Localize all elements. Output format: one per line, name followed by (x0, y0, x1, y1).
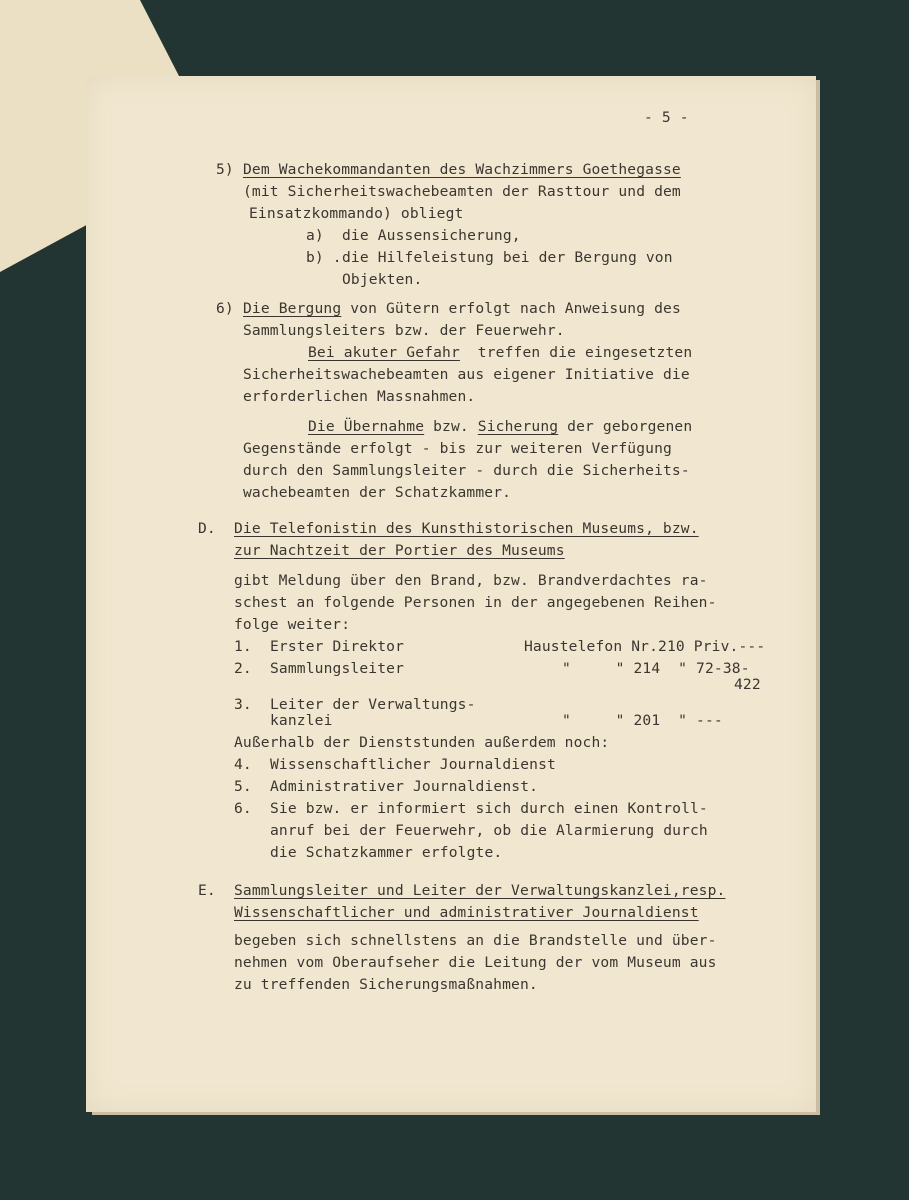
item5-line2: (mit Sicherheitswachebeamten der Rasttour und dem (243, 183, 681, 200)
item6-sicherung-underlined: Sicherung (477, 418, 559, 435)
item6-line6-mid: bzw. (424, 418, 478, 435)
item5-number: 5) (216, 161, 234, 178)
contact-6-number: 6. (234, 800, 252, 817)
contact-4-text: Wissenschaftlicher Journaldienst (270, 756, 556, 773)
item6-line1-rest: von Gütern erfolgt nach Anweisung des (341, 300, 681, 317)
contact-1-number: 1. (234, 638, 252, 655)
item6-uebernahme-underlined: Die Übernahme (308, 418, 425, 435)
contact-3-number: 3. (234, 696, 252, 713)
sectionE-para1: begeben sich schnellstens an die Brandstelle und über- (234, 932, 717, 949)
contact-3-phone: " " 201 " --- (562, 712, 723, 729)
item6-line5: erforderlichen Massnahmen. (243, 388, 476, 405)
item6-line7: Gegenstände erfolgt - bis zur weiteren Verfügung (243, 440, 672, 457)
item6-line8: durch den Sammlungsleiter - durch die Sicherheits- (243, 462, 690, 479)
item6-line6-rest: der geborgenen (558, 418, 693, 435)
contact-2-number: 2. (234, 660, 252, 677)
item5-a-text: die Aussensicherung, (342, 227, 521, 244)
sectionE-para2: nehmen vom Oberaufseher die Leitung der vom Museum aus (234, 954, 717, 971)
item6-line1 (243, 298, 681, 320)
contact-3-name: Leiter der Verwaltungs- (270, 696, 476, 713)
item6-number: 6) (216, 300, 234, 317)
item5-line3: Einsatzkommando) obliegt (249, 205, 464, 222)
contact-1-phone: Haustelefon Nr.210 Priv.--- (524, 638, 766, 655)
sectionE-heading2: Wissenschaftlicher und administrativer Journaldienst (234, 904, 699, 921)
contact-6-text: Sie bzw. er informiert sich durch einen Kontroll- (270, 800, 708, 817)
contact-4-number: 4. (234, 756, 252, 773)
item6-line9: wachebeamten der Schatzkammer. (243, 484, 512, 501)
item5-b-text: die Hilfeleistung bei der Bergung von (342, 249, 673, 266)
sectionE-para3: zu treffenden Sicherungsmaßnahmen. (234, 976, 538, 993)
item6-bergung-underlined: Die Bergung (243, 300, 342, 317)
sectionD-para3: folge weiter: (234, 616, 351, 633)
item5-b-label: b) . (306, 249, 342, 266)
contact-2-phone-cont: 422 (734, 676, 761, 693)
sectionD-letter: D. (198, 520, 216, 537)
item5-b-text2: Objekten. (342, 271, 423, 288)
contact-5-number: 5. (234, 778, 252, 795)
contact-1-name: Erster Direktor (270, 638, 405, 655)
item6-gefahr-underlined: Bei akuter Gefahr (308, 344, 460, 361)
item6-line6 (308, 416, 692, 438)
contact-5-text: Administrativer Journaldienst. (270, 778, 539, 795)
sectionD-para1: gibt Meldung über den Brand, bzw. Brandverdachtes ra- (234, 572, 708, 589)
sectionE-heading1: Sammlungsleiter und Leiter der Verwaltungskanzlei,resp. (234, 882, 726, 899)
item6-line2: Sammlungsleiters bzw. der Feuerwehr. (243, 322, 565, 339)
sectionE-letter: E. (198, 882, 216, 899)
sectionD-para2: schest an folgende Personen in der angegebenen Reihen- (234, 594, 717, 611)
contact-6-text2: anruf bei der Feuerwehr, ob die Alarmierung durch (270, 822, 708, 839)
contact-6-text3: die Schatzkammer erfolgte. (270, 844, 503, 861)
item6-line3-rest: treffen die eingesetzten (459, 344, 693, 361)
item5-a-label: a) (306, 227, 324, 244)
page-number: - 5 - (644, 109, 689, 126)
document-page (86, 76, 816, 1112)
item6-line4: Sicherheitswachebeamten aus eigener Initiative die (243, 366, 690, 383)
item6-line3 (308, 342, 692, 364)
item5-title: Dem Wachekommandanten des Wachzimmers Goethegasse (243, 161, 681, 178)
sectionD-outside-hours: Außerhalb der Dienststunden außerdem noch: (234, 734, 610, 751)
contact-2-phone: " " 214 " 72-38- (562, 660, 750, 677)
sectionD-heading2: zur Nachtzeit der Portier des Museums (234, 542, 565, 559)
sectionD-heading1: Die Telefonistin des Kunsthistorischen Museums, bzw. (234, 520, 699, 537)
contact-2-name: Sammlungsleiter (270, 660, 405, 677)
contact-3-name-cont: kanzlei (270, 712, 333, 729)
